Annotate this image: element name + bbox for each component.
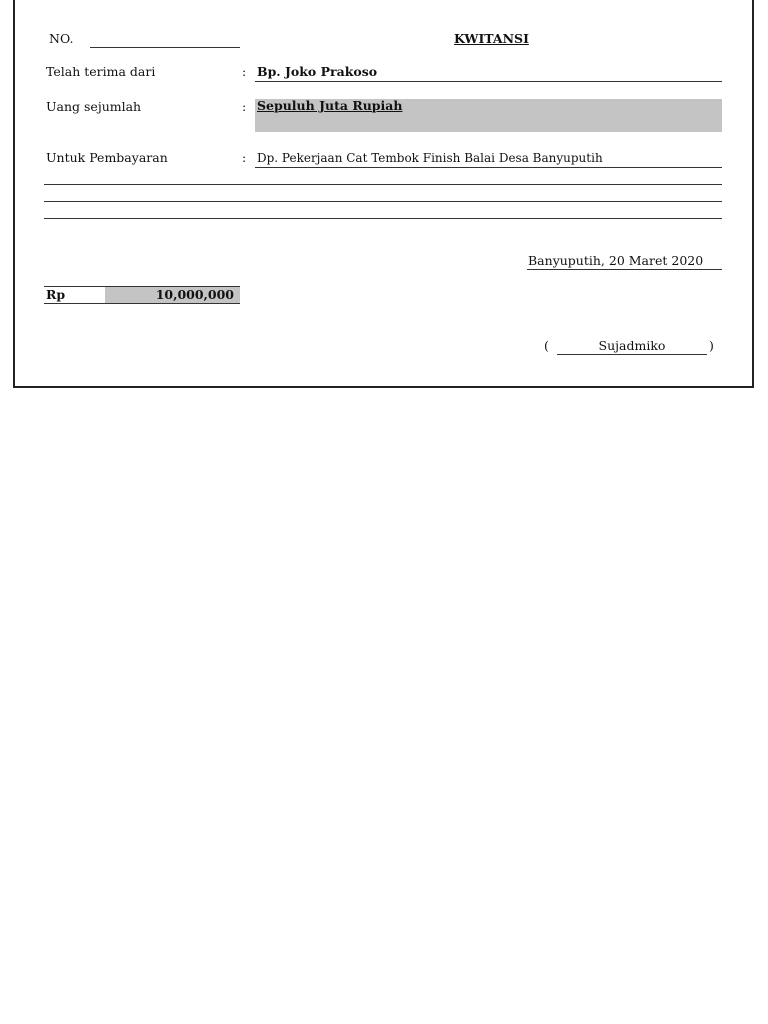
receipt-title: KWITANSI (454, 31, 529, 46)
purpose-line (255, 167, 722, 168)
amount-words-label: Uang sejumlah (46, 99, 142, 114)
purpose-label: Untuk Pembayaran (46, 150, 168, 165)
no-label: NO. (49, 31, 74, 46)
amount-bottom-line (44, 303, 240, 304)
no-field-line (90, 47, 240, 48)
receipt-frame (13, 0, 754, 388)
purpose-value: Dp. Pekerjaan Cat Tembok Finish Balai Desa Banyuputih (257, 151, 603, 165)
place-date-line (527, 269, 722, 270)
currency-label: Rp (46, 287, 66, 302)
colon: : (242, 99, 247, 114)
received-from-label: Telah terima dari (46, 64, 156, 79)
colon: : (242, 64, 247, 79)
amount-value: 10,000,000 (155, 287, 234, 302)
place-date: Banyuputih, 20 Maret 2020 (528, 253, 704, 268)
purpose-extra-line-3 (44, 218, 722, 219)
signature-paren-close: ) (709, 338, 714, 353)
signature-line (557, 354, 707, 355)
colon: : (242, 150, 247, 165)
signatory-name: Sujadmiko (598, 338, 666, 353)
purpose-extra-line-1 (44, 184, 722, 185)
amount-words-value: Sepuluh Juta Rupiah (257, 98, 403, 113)
purpose-extra-line-2 (44, 201, 722, 202)
signature-paren-open: ( (544, 338, 549, 353)
received-from-line (255, 81, 722, 82)
received-from-value: Bp. Joko Prakoso (257, 64, 378, 79)
